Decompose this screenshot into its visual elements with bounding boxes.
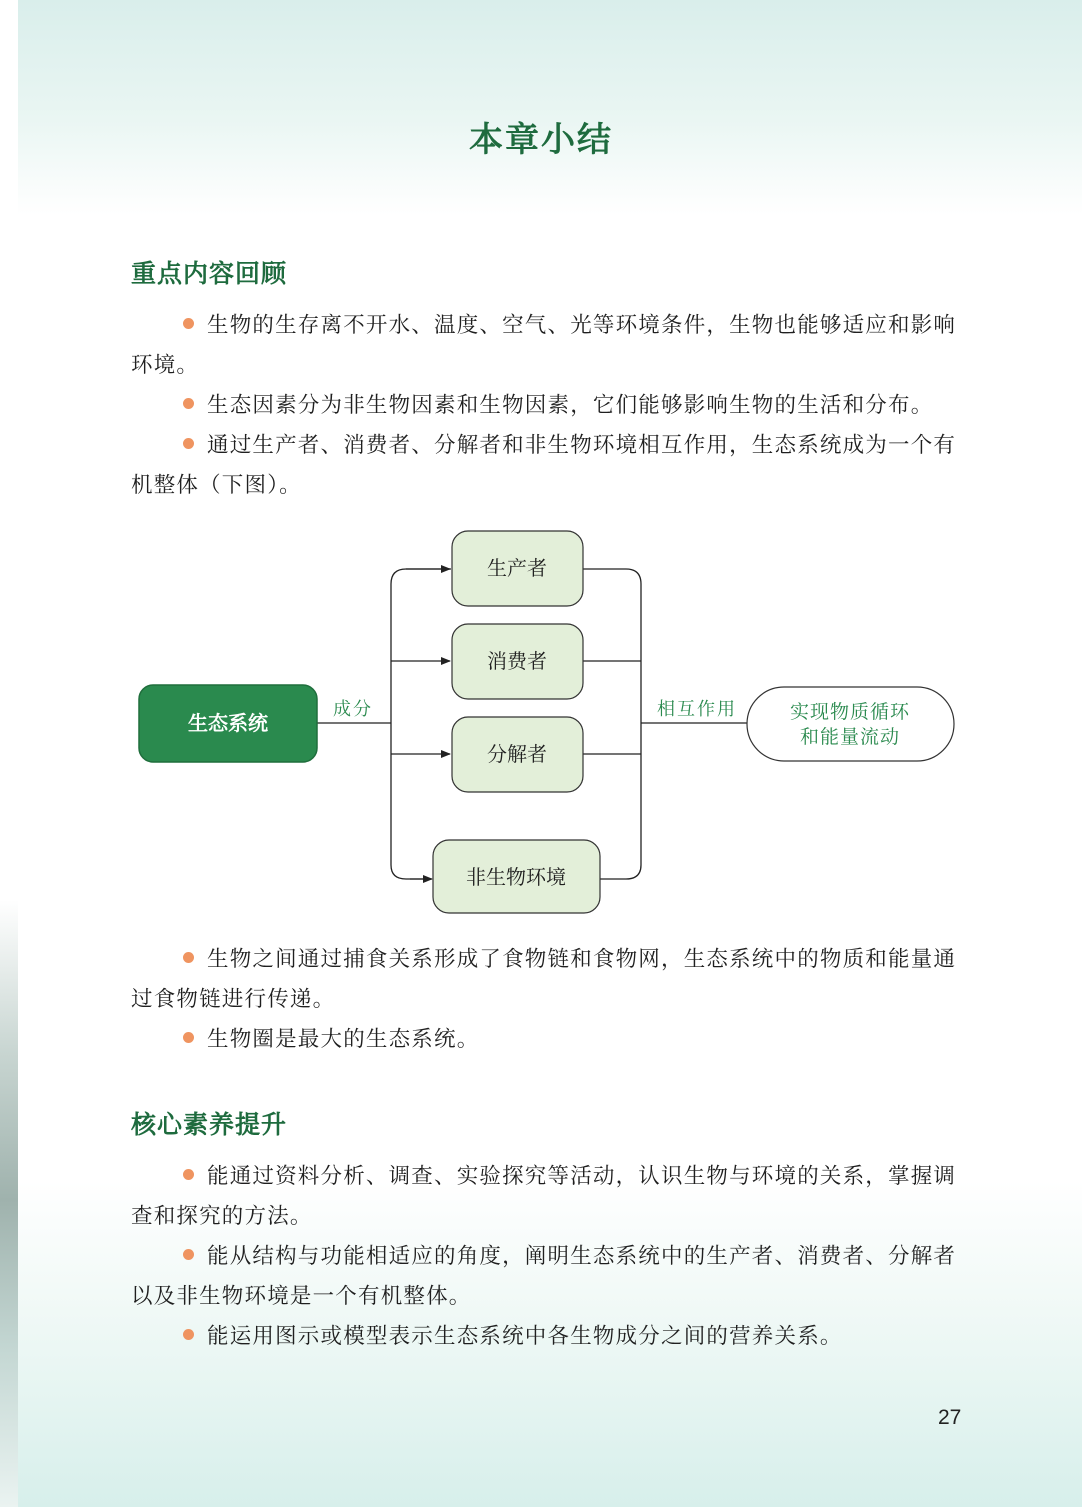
literacy-item-3: 能运用图示或模型表示生态系统中各生物成分之间的营养关系。 xyxy=(131,1317,961,1357)
component-label-consumer: 消费者 xyxy=(487,649,547,673)
review-item-5: 生物圈是最大的生态系统。 xyxy=(131,1020,961,1060)
split-bracket xyxy=(391,569,451,879)
result-label-line2: 和能量流动 xyxy=(799,726,901,748)
bullet-icon xyxy=(183,1329,194,1340)
bullet-icon xyxy=(183,1032,194,1043)
split-label: 成分 xyxy=(333,699,373,720)
review-item-1: 生物的生存离不开水、温度、空气、光等环境条件，生物也能够适应和影响环境。 xyxy=(131,313,957,378)
component-label-abiotic: 非生物环境 xyxy=(466,865,566,889)
literacy-item-2: 能从结构与功能相适应的角度，阐明生态系统中的生产者、消费者、分解者以及非生物环境是一个有机整体。 xyxy=(131,1244,957,1309)
merge-label: 相互作用 xyxy=(657,699,737,720)
review-item-2: 生态因素分为非生物因素和生物因素，它们能够影响生物的生活和分布。 xyxy=(131,386,961,426)
section-heading-core-literacy: 核心素养提升 xyxy=(131,1110,288,1139)
root-label: 生态系统 xyxy=(188,711,268,735)
literacy-item-1: 能通过资料分析、调查、实验探究等活动，认识生物与环境的关系，掌握调查和探究的方法。 xyxy=(131,1164,957,1229)
bullet-icon xyxy=(183,1169,194,1180)
result-oval xyxy=(747,687,954,761)
page-number: 27 xyxy=(938,1406,962,1429)
chapter-summary-title: 本章小结 xyxy=(469,120,613,160)
result-label-line1: 实现物质循环 xyxy=(789,701,911,723)
bullet-icon xyxy=(183,1249,194,1260)
component-label-decomposer: 分解者 xyxy=(487,742,547,766)
review-item-4: 生物之间通过捕食关系形成了食物链和食物网，生态系统中的物质和能量通过食物链进行传递。 xyxy=(131,947,957,1012)
component-label-producer: 生产者 xyxy=(487,556,547,580)
merge-bracket xyxy=(583,569,641,879)
bullet-icon xyxy=(183,952,194,963)
section-heading-key-review: 重点内容回顾 xyxy=(131,259,288,288)
review-item-3: 通过生产者、消费者、分解者和非生物环境相互作用，生态系统成为一个有机整体（下图）。 xyxy=(131,433,957,498)
